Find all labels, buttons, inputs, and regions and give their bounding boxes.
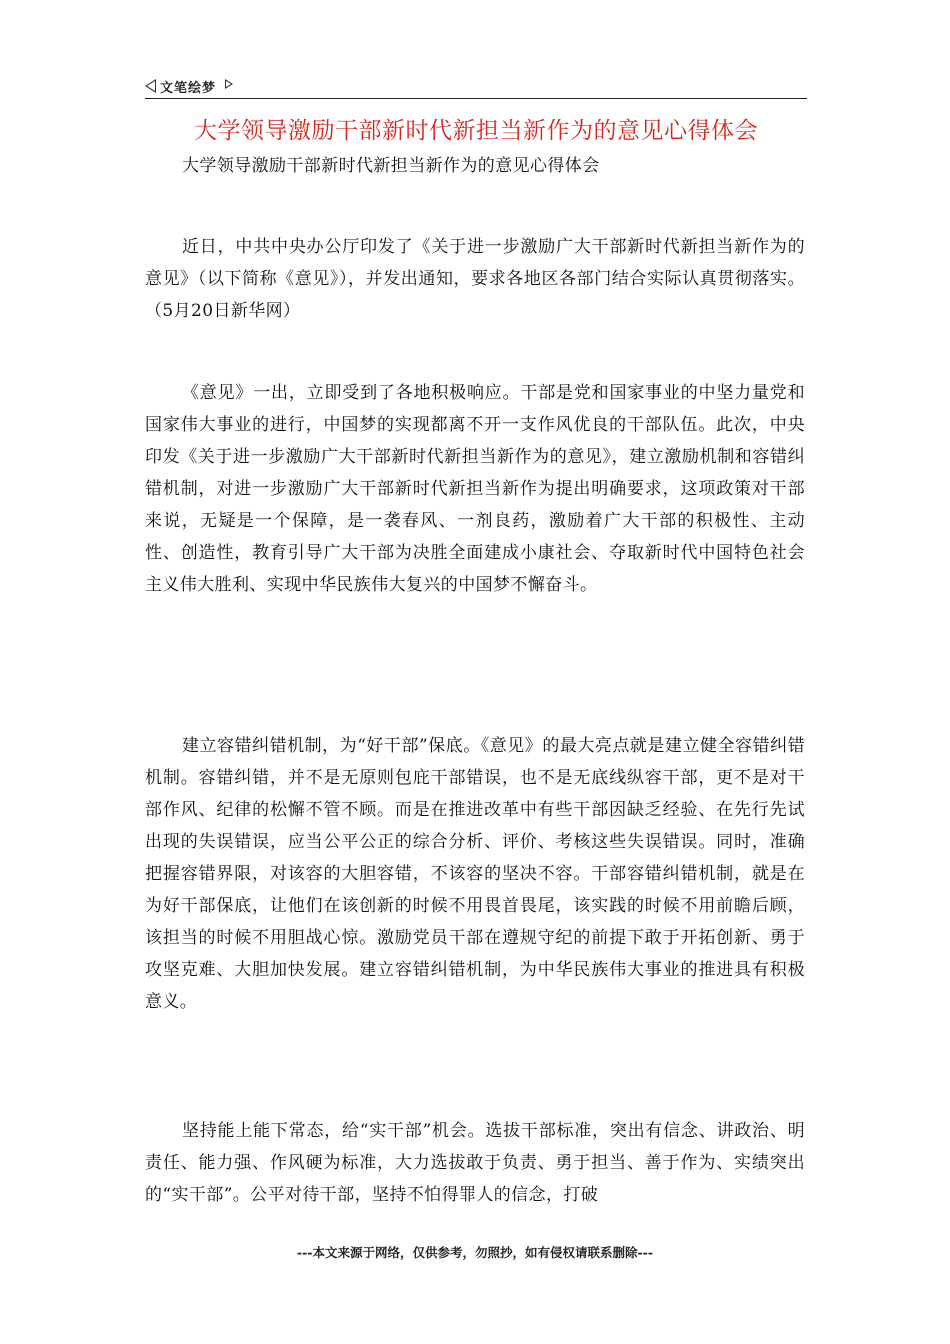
document-title: 大学领导激励干部新时代新担当新作为的意见心得体会	[194, 118, 758, 144]
brand-label: 文笔绘梦	[160, 80, 217, 96]
header-divider	[145, 98, 807, 99]
document-subtitle: 大学领导激励干部新时代新担当新作为的意见心得体会	[182, 156, 600, 176]
paragraph-4: 坚持能上能下常态，给“实干部”机会。选拔干部标准，突出有信念、讲政治、明责任、能力强、作风硬为标准，大力选拔敢于负责、勇于担当、善于作为、实绩突出的“实干部”。公平对待干部，坚持不怕得罪人的信念，打破	[145, 1121, 805, 1205]
paragraph-2: 《意见》一出，立即受到了各地积极响应。干部是党和国家事业的中坚力量党和国家伟大事业的进行，中国梦的实现都离不开一支作风优良的干部队伍。此次，中央印发《关于进一步激励广大干部新时代新担当新作为的意见》，建立激励机制和容错纠错机制，对进一步激励广大干部新时代新担当新作为提出明确要求，这项政策对干部来说，无疑是一个保障，是一袭春风、一剂良药，激励着广大干部的积极性、主动性、创造性，教育引导广大干部为决胜全面建成小康社会、夺取新时代中国特色社会主义伟大胜利、实现中华民族伟大复兴的中国梦不懈奋斗。	[145, 383, 805, 595]
footer-disclaimer: ---本文来源于网络，仅供参考，勿照抄，如有侵权请联系删除---	[296, 1245, 654, 1260]
paragraph-3: 建立容错纠错机制，为“好干部”保底。《意见》的最大亮点就是建立健全容错纠错机制。容错纠错，并不是无原则包庇干部错误，也不是无底线纵容干部，更不是对干部作风、纪律的松懈不管不顾。而是在推进改革中有些干部因缺乏经验、在先行先试出现的失误错误，应当公平公正的综合分析、评价、考核这些失误错误。同时，准确把握容错界限，对该容的大胆容错，不该容的坚决不容。干部容错纠错机制，就是在为好干部保底，让他们在该创新的时候不用畏首畏尾，该实践的时候不用前瞻后顾，该担当的时候不用胆战心惊。激励党员干部在遵规守纪的前提下敢于开拓创新、勇于攻坚克难、大胆加快发展。建立容错纠错机制，为中华民族伟大事业的推进具有积极意义。	[145, 736, 805, 1012]
page-header	[145, 74, 805, 98]
triangle-left-icon	[145, 79, 156, 93]
triangle-right-icon	[225, 79, 233, 89]
paragraph-1: 近日，中共中央办公厅印发了《关于进一步激励广大干部新时代新担当新作为的意见》（以下简称《意见》），并发出通知，要求各地区各部门结合实际认真贯彻落实。（5月20日新华网）	[145, 237, 805, 321]
